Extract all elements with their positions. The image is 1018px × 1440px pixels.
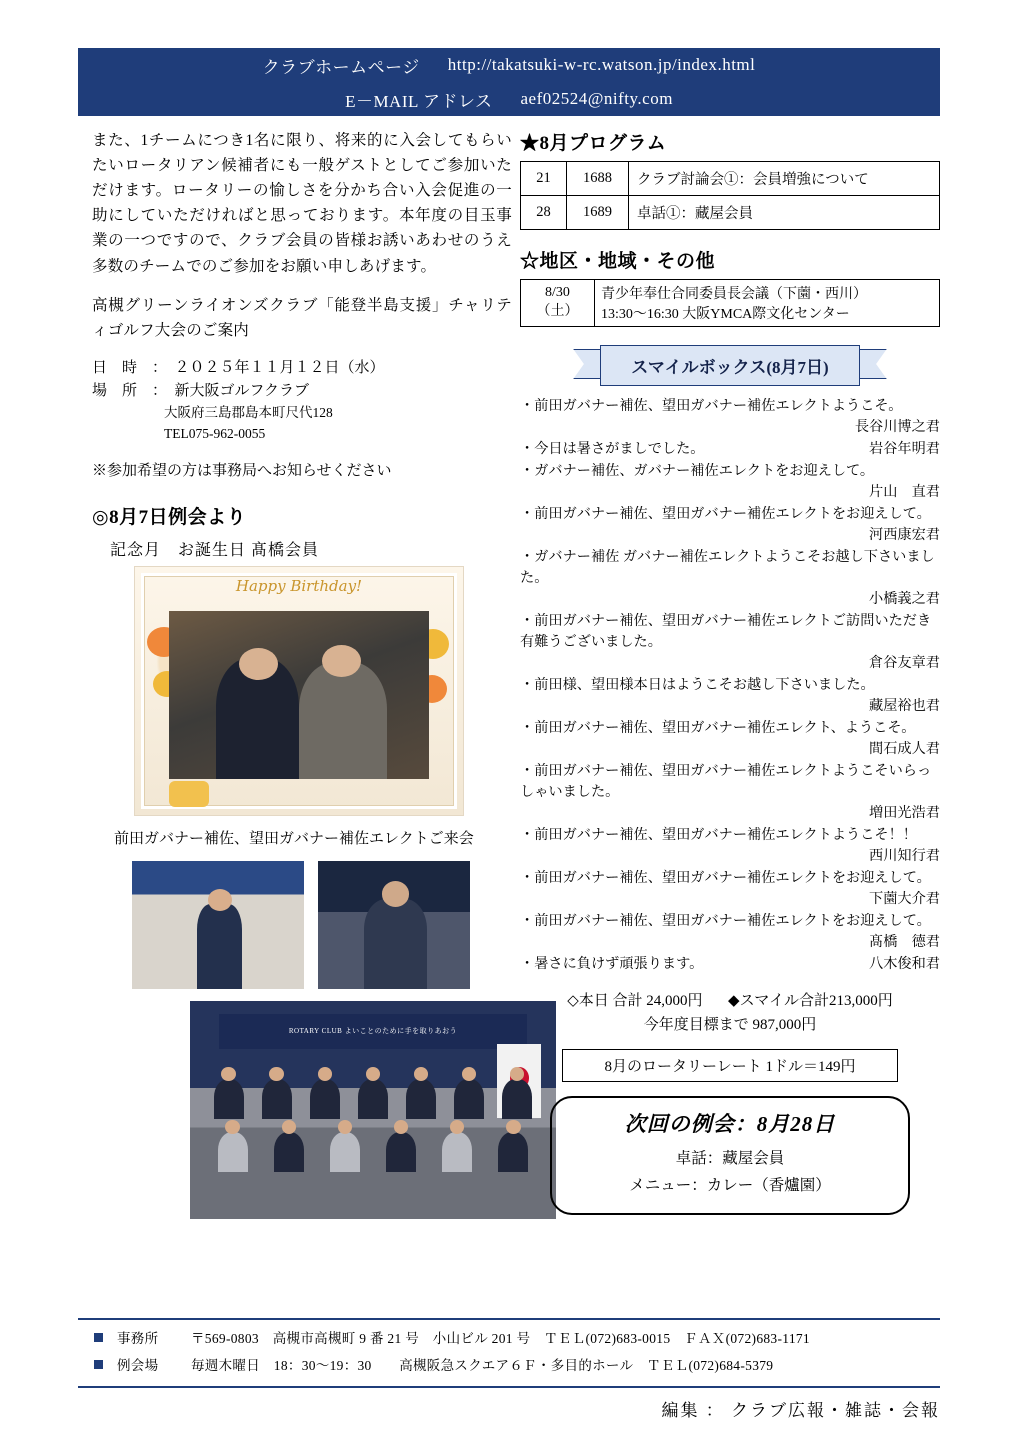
list-item <box>520 761 940 824</box>
footer-venue-row <box>78 1354 940 1374</box>
header-email-line <box>78 82 940 116</box>
person-head <box>322 645 361 677</box>
next-meeting-talk: 卓話：藏屋会員 <box>675 1150 785 1168</box>
smile-ribbon-wrap <box>520 345 940 386</box>
list-item <box>520 504 940 546</box>
guest-photo-1 <box>132 861 304 989</box>
birthday-photo <box>134 566 464 816</box>
list-item <box>520 439 940 460</box>
footer-venue-label: 例会場 <box>117 1358 159 1373</box>
smile-text: ・暑さに負けず頑張ります。 <box>520 956 704 973</box>
program-content: クラブ討論会①：会員増強について <box>629 162 940 196</box>
table-row <box>521 196 940 230</box>
smile-name: 倉谷友章君 <box>869 655 940 672</box>
person-silhouette <box>442 1132 472 1172</box>
person-silhouette <box>218 1132 248 1172</box>
next-meeting-box <box>550 1096 910 1215</box>
right-column <box>520 128 940 1215</box>
person-silhouette <box>386 1132 416 1172</box>
area-content-line1: 青少年奉仕合同委員長会議（下薗・西川） <box>601 287 867 302</box>
left-column <box>92 128 512 1219</box>
homepage-label: クラブホームページ <box>262 57 420 77</box>
list-item <box>520 868 940 910</box>
area-title: ☆地区・地域・その他 <box>520 251 716 272</box>
footer-office-row <box>78 1327 940 1347</box>
bullet-square-icon <box>94 1333 103 1342</box>
event-date: 日 時 ： ２０２５年１１月１２日（水） <box>92 359 385 376</box>
footer-office-text: 〒569-0803 高槻市高槻町 9 番 21 号 小山ビル 201 号 ＴＥＬ(072)683-0015 ＦＡＸ(072)683-1171 <box>191 1331 810 1346</box>
area-content-line2: 13:30～16:30 大阪YMCA際文化センター <box>601 307 850 322</box>
smile-name: 下薗大介君 <box>869 891 940 908</box>
smile-text: ・前田ガバナー補佐、望田ガバナー補佐エレクトようこそ！！ <box>520 827 917 844</box>
smile-text: ・前田ガバナー補佐、望田ガバナー補佐エレクトようこそ。 <box>520 398 903 414</box>
next-meeting-title: 次回の例会：8月28日 <box>624 1112 836 1137</box>
list-item <box>520 611 940 674</box>
intro-paragraph: また、1チームにつき1名に限り、将来的に入会してもらいたいロータリアン候補者にも一般ゲストとしてご参加いただけます。ロータリーの愉しさを分かち合い入会促進の一助にしていただければと思っております。本年度の目玉事業の一つですので、クラブ会員の皆様お誘いあわせのうえ多数のチームでのご参加をお願い申しあげます。 <box>92 132 512 275</box>
smile-name: 八木俊和君 <box>869 956 940 973</box>
smile-name: 西川知行君 <box>869 848 940 865</box>
person-silhouette <box>214 1079 244 1119</box>
person-silhouette <box>406 1079 436 1119</box>
list-item <box>520 911 940 953</box>
group-photo-row-front <box>205 1132 542 1172</box>
area-date-line1: 8/30 <box>545 285 570 301</box>
group-photo <box>190 1001 556 1219</box>
smile-name: 岩谷年明君 <box>869 441 940 458</box>
header-homepage-line <box>78 48 940 82</box>
list-item <box>520 396 940 438</box>
footer-divider <box>78 1318 940 1320</box>
list-item <box>520 718 940 760</box>
footer <box>78 1318 940 1421</box>
totals-block <box>520 989 940 1037</box>
totals-line <box>520 989 940 1013</box>
person-silhouette <box>454 1079 484 1119</box>
smile-text: ・前田ガバナー補佐、望田ガバナー補佐エレクトご訪問いただき有難うございました。 <box>520 613 932 651</box>
guest-photo-row <box>132 861 512 989</box>
header-band <box>78 48 940 116</box>
meeting-report-title: ◎8月7日例会より <box>92 507 247 529</box>
smile-name: 髙橋 德君 <box>869 934 940 951</box>
event-address: 大阪府三島郡島本町尺代128 <box>164 405 333 421</box>
footer-venue-text: 毎週木曜日 18：30～19：30 高槻阪急スクエア６Ｆ・多目的ホール ＴＥＬ(072)684-5379 <box>191 1358 774 1373</box>
smile-list <box>520 396 940 975</box>
area-content <box>595 280 940 327</box>
email-address[interactable]: aef02524@nifty.com <box>520 89 673 108</box>
smile-text: ・前田ガバナー補佐、望田ガバナー補佐エレクトをお迎えして。 <box>520 913 931 930</box>
person-head <box>239 648 278 680</box>
smile-name: 片山 直君 <box>869 484 940 501</box>
program-day: 28 <box>521 196 567 230</box>
smile-text: ・前田ガバナー補佐、望田ガバナー補佐エレクトようこそいらっしゃいました。 <box>520 763 932 801</box>
event-place: 場 所 ： 新大阪ゴルフクラブ <box>92 383 310 400</box>
smile-text: ・ガバナー補佐 ガバナー補佐エレクトようこそお越し下さいました。 <box>520 549 935 587</box>
program-number: 1689 <box>567 196 629 230</box>
guest-photo-2 <box>318 861 470 989</box>
smile-text: ・今日は暑さがましでした。 <box>520 441 705 458</box>
email-label: E－MAIL アドレス <box>345 91 493 111</box>
list-item <box>520 954 940 975</box>
cake-decoration <box>169 781 209 807</box>
footer-office-label: 事務所 <box>117 1331 159 1346</box>
person-silhouette <box>358 1079 388 1119</box>
smile-text: ・ガバナー補佐、ガバナー補佐エレクトをお迎えして。 <box>520 463 875 480</box>
area-date-line2: （土） <box>536 304 579 319</box>
list-item <box>520 461 940 503</box>
total-smile: ◆スマイル合計213,000円 <box>728 993 893 1010</box>
smile-name: 増田光浩君 <box>869 805 940 822</box>
group-photo-row-back <box>205 1079 542 1119</box>
table-row <box>521 280 940 327</box>
birthday-photo-inner <box>169 611 429 779</box>
bullet-square-icon <box>94 1360 103 1369</box>
table-row <box>521 162 940 196</box>
program-number: 1688 <box>567 162 629 196</box>
participation-note: ※参加希望の方は事務局へお知らせください <box>92 463 392 480</box>
area-date <box>521 280 595 327</box>
birthday-banner-text: Happy Birthday! <box>235 577 363 596</box>
golf-event-title: 高槻グリーンライオンズクラブ「能登半島支援」チャリティゴルフ大会のご案内 <box>92 296 512 339</box>
smile-name: 河西康宏君 <box>869 527 940 544</box>
program-day: 21 <box>521 162 567 196</box>
rotary-rate-box: 8月のロータリーレート 1ドル＝149円 <box>562 1049 898 1082</box>
smile-name: 間石成人君 <box>869 741 940 758</box>
next-meeting-menu: メニュー：カレー（香爐園） <box>629 1176 831 1194</box>
area-table <box>520 279 940 327</box>
footer-editor: 編集 ： クラブ広報・雑誌・会報 <box>78 1386 940 1421</box>
smile-box-ribbon: スマイルボックス(8月7日) <box>600 345 859 386</box>
smile-name: 小橋義之君 <box>869 591 940 608</box>
list-item <box>520 825 940 867</box>
person-silhouette <box>299 662 387 780</box>
smile-text: ・前田ガバナー補佐、望田ガバナー補佐エレクト、ようこそ。 <box>520 720 916 737</box>
smile-text: ・前田ガバナー補佐、望田ガバナー補佐エレクトをお迎えして。 <box>520 506 931 523</box>
smile-name: 藏屋裕也君 <box>869 698 940 715</box>
person-silhouette <box>330 1132 360 1172</box>
program-table <box>520 161 940 230</box>
person-silhouette <box>274 1132 304 1172</box>
goal-line: 今年度目標まで 987,000円 <box>643 1017 817 1034</box>
program-content: 卓話①：藏屋会員 <box>629 196 940 230</box>
smile-name: 長谷川博之君 <box>854 419 940 436</box>
homepage-url[interactable]: http://takatsuki-w-rc.watson.jp/index.html <box>447 55 756 74</box>
list-item <box>520 675 940 717</box>
list-item <box>520 547 940 610</box>
program-title: ★8月プログラム <box>520 133 667 154</box>
guest-photo-caption: 前田ガバナー補佐、望田ガバナー補佐エレクトご来会 <box>114 831 474 848</box>
total-today: ◇本日 合計 24,000円 <box>567 993 703 1010</box>
event-tel: TEL075-962-0055 <box>164 426 266 442</box>
person-silhouette <box>262 1079 292 1119</box>
birthday-line: 記念月 お誕生日 髙橋会員 <box>110 542 320 560</box>
smile-text: ・前田ガバナー補佐、望田ガバナー補佐エレクトをお迎えして。 <box>520 870 931 887</box>
group-photo-banner-text: ROTARY CLUB よいことのために手を取りあおう <box>219 1014 526 1049</box>
smile-text: ・前田様、望田様本日はようこそお越し下さいました。 <box>520 677 875 694</box>
person-silhouette <box>310 1079 340 1119</box>
